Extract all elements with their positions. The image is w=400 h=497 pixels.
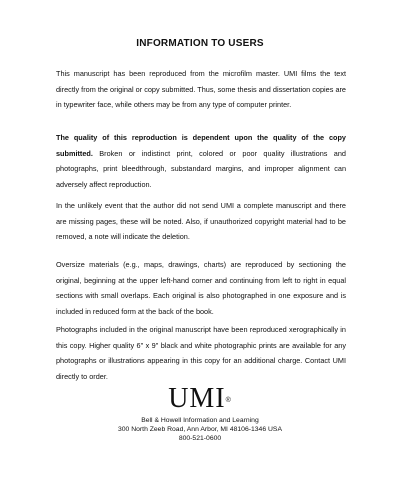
paragraph-missing-pages: In the unlikely event that the author did not send UMI a complete manuscript and there are missing pages, these will be noted. Also, if unauthorized copyright material had to be removed, a note will indicate the deletion. [56, 201, 346, 241]
paragraph-reproduction-notice: This manuscript has been reproduced from the microfilm master. UMI films the text directly from the original or copy submitted. Thus, some thesis and dissertation copies are in typewriter face, while others may be from any type of computer printer. [56, 69, 346, 109]
paragraph-oversize-materials: Oversize materials (e.g., maps, drawings, charts) are reproduced by sectioning the original, beginning at the upper left-hand corner and continuing from left to right in equal sections with small overlaps. Each original is also photographed in one exposure and is included in reduced form at the back of the book. [56, 260, 346, 316]
page-title: INFORMATION TO USERS [136, 38, 264, 49]
address-phone: 800-521-0600 [178, 435, 222, 442]
address-street: 300 North Zeeb Road, Ann Arbor, MI 48106-1346 USA [118, 426, 282, 433]
umi-logo-text: UMI [168, 383, 226, 414]
quality-notice-rest: Broken or indistinct print, colored or poor quality illustrations and photographs, print bleedthrough, substandard margins, and improper alignment can adversely affect reproduction. [56, 148, 346, 189]
paragraph-quality-notice [56, 130, 346, 192]
address-company: Bell & Howell Information and Learning [141, 417, 259, 424]
umi-logo [0, 384, 400, 414]
paragraph-photographs: Photographs included in the original manuscript have been reproduced xerographically in this copy. Higher quality 6" x 9" black and white photographic prints are available for any photographs or illustrations appearing in this copy for an additional charge. Contact UMI directly to order. [56, 325, 346, 381]
registered-mark: ® [225, 397, 232, 404]
quality-notice-lead: The quality of this reproduction is dependent upon the quality of the copy submitted. [56, 133, 346, 158]
